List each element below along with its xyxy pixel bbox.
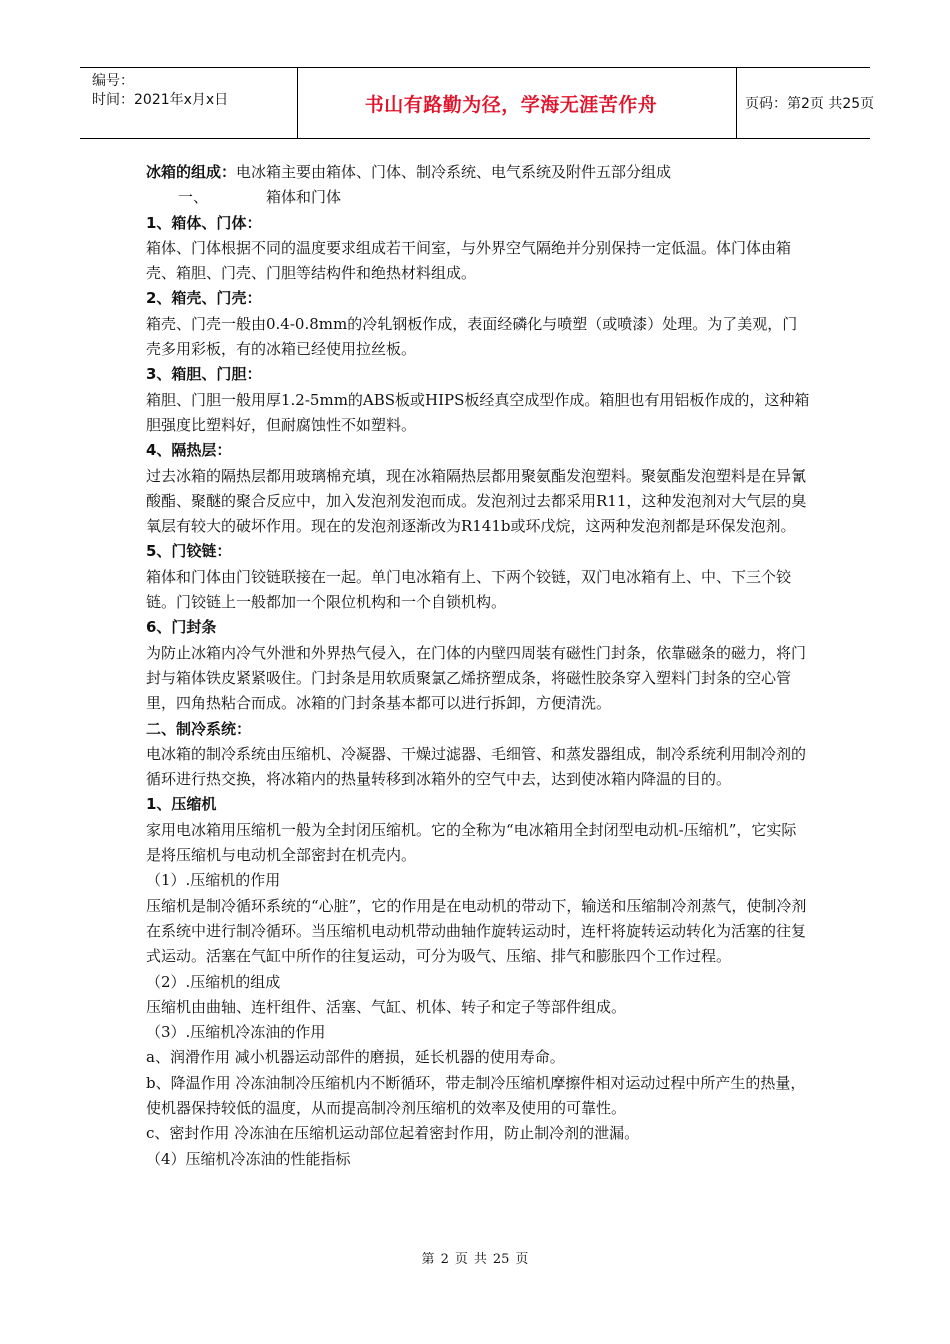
subheading: 3、箱胆、门胆：	[146, 365, 262, 384]
intro-paragraph	[146, 160, 810, 185]
doc-time-label: 时间：2021年x月x日	[92, 92, 229, 108]
list-item: b、降温作用 冷冻油制冷压缩机内不断循环，带走制冷压缩机摩擦件相对运动过程中所产生的热量，使机器保持较低的温度，从而提高制冷剂压缩机的效率及使用的可靠性。	[146, 1073, 806, 1117]
subheading: 5、门铰链：	[146, 542, 232, 561]
footer-gong: 共	[473, 1252, 487, 1267]
page-header	[80, 67, 875, 139]
paragraph: 箱壳、门壳一般由0.4-0.8mm的冷轧钢板作成，表面经磷化与喷塑（或喷漆）处理。为了美观，门壳多用彩板，有的冰箱已经使用拉丝板。	[146, 314, 798, 359]
list-subheading: （4）压缩机冷冻油的性能指标	[146, 1149, 351, 1168]
list-subheading: （3）.压缩机冷冻油的作用	[146, 1023, 326, 1042]
list-item: c、密封作用 冷冻油在压缩机运动部位起着密封作用，防止制冷剂的泄漏。	[146, 1124, 640, 1143]
footer-ye: 页	[515, 1252, 529, 1267]
subheading: 4、隔热层：	[146, 441, 232, 460]
list-item: a、润滑作用 减小机器运动部件的磨损，延长机器的使用寿命。	[146, 1048, 565, 1067]
page-footer	[0, 1248, 950, 1267]
paragraph: 过去冰箱的隔热层都用玻璃棉充填，现在冰箱隔热层都用聚氨酯发泡塑料。聚氨酯发泡塑料是在异氰酸酯、聚醚的聚合反应中，加入发泡剂发泡而成。发泡剂过去都采用R11，这种发泡剂对大气层的臭氧层有较大的破坏作用。现在的发泡剂逐渐改为R141b或环戊烷，这两种发泡剂都是环保发泡剂。	[146, 466, 807, 536]
subheading: 1、箱体、门体：	[146, 213, 262, 232]
paragraph: 箱体、门体根据不同的温度要求组成若干间室，与外界空气隔绝并分别保持一定低温。体门体由箱壳、箱胆、门壳、门胆等结构件和绝热材料组成。	[146, 238, 792, 283]
paragraph: 压缩机由曲轴、连杆组件、活塞、气缸、机体、转子和定子等部件组成。	[146, 997, 627, 1016]
header-slogan: 书山有路勤为径，学海无涯苦作舟	[364, 93, 658, 116]
paragraph: 箱体和门体由门铰链联接在一起。单门电冰箱有上、下两个铰链，双门电冰箱有上、中、下三个铰链。门铰链上一般都加一个限位机构和一个自锁机构。	[146, 567, 792, 612]
paragraph: 压缩机是制冷循环系统的“心脏”，它的作用是在电动机的带动下，输送和压缩制冷剂蒸气，使制冷剂在系统中进行制冷循环。当压缩机电动机带动曲轴作旋转运动时，连杆将旋转运动转化为活塞的往复式运动。活塞在气缸中所作的往复运动，可分为吸气、压缩、排气和膨胀四个工作过程。	[146, 896, 807, 966]
footer-di: 第	[421, 1252, 435, 1267]
footer-ye: 页	[454, 1252, 468, 1267]
paragraph: 电冰箱的制冷系统由压缩机、冷凝器、干燥过滤器、毛细管、和蒸发器组成，制冷系统利用制冷剂的循环进行热交换，将冰箱内的热量转移到冰箱外的空气中去，达到使冰箱内降温的目的。	[146, 744, 807, 789]
section-number: 一、	[178, 188, 209, 207]
doc-number-label: 编号：	[92, 73, 134, 89]
paragraph: 箱胆、门胆一般用厚1.2-5mm的ABS板或HIPS板经真空成型作成。箱胆也有用铝板作成的，这种箱胆强度比塑料好，但耐腐蚀性不如塑料。	[146, 390, 810, 434]
paragraph: 家用电冰箱用压缩机一般为全封闭压缩机。它的全称为“电冰箱用全封闭型电动机-压缩机”，它实际是将压缩机与电动机全部密封在机壳内。	[146, 820, 797, 865]
document-body	[146, 160, 810, 1172]
subheading: 二、制冷系统：	[146, 719, 252, 738]
paragraph: 为防止冰箱内冷气外泄和外界热气侵入，在门体的内壁四周装有磁性门封条，依靠磁条的磁力，将门封与箱体铁皮紧紧吸住。门封条是用软质聚氯乙烯挤塑成条，将磁性胶条穿入塑料门封条的空心管里，四角热粘合而成。冰箱的门封条基本都可以进行拆卸，方便清洗。	[146, 643, 807, 713]
subheading: 6、门封条	[146, 618, 217, 637]
section-heading-1	[146, 185, 810, 210]
header-meta	[80, 68, 298, 138]
subheading: 2、箱壳、门壳：	[146, 289, 262, 308]
header-slogan-cell	[286, 68, 737, 138]
list-subheading: （2）.压缩机的组成	[146, 972, 281, 991]
subheading: 1、压缩机	[146, 795, 217, 814]
header-page-info: 页码：第2页 共25页	[745, 96, 875, 112]
section-title: 箱体和门体	[266, 188, 342, 207]
intro-heading: 冰箱的组成：	[146, 163, 237, 181]
footer-page-number: 2	[440, 1252, 449, 1267]
list-subheading: （1）.压缩机的作用	[146, 871, 281, 890]
footer-total-pages: 25	[492, 1252, 510, 1267]
header-page-cell	[737, 68, 878, 138]
intro-text: 电冰箱主要由箱体、门体、制冷系统、电气系统及附件五部分组成	[236, 163, 672, 181]
